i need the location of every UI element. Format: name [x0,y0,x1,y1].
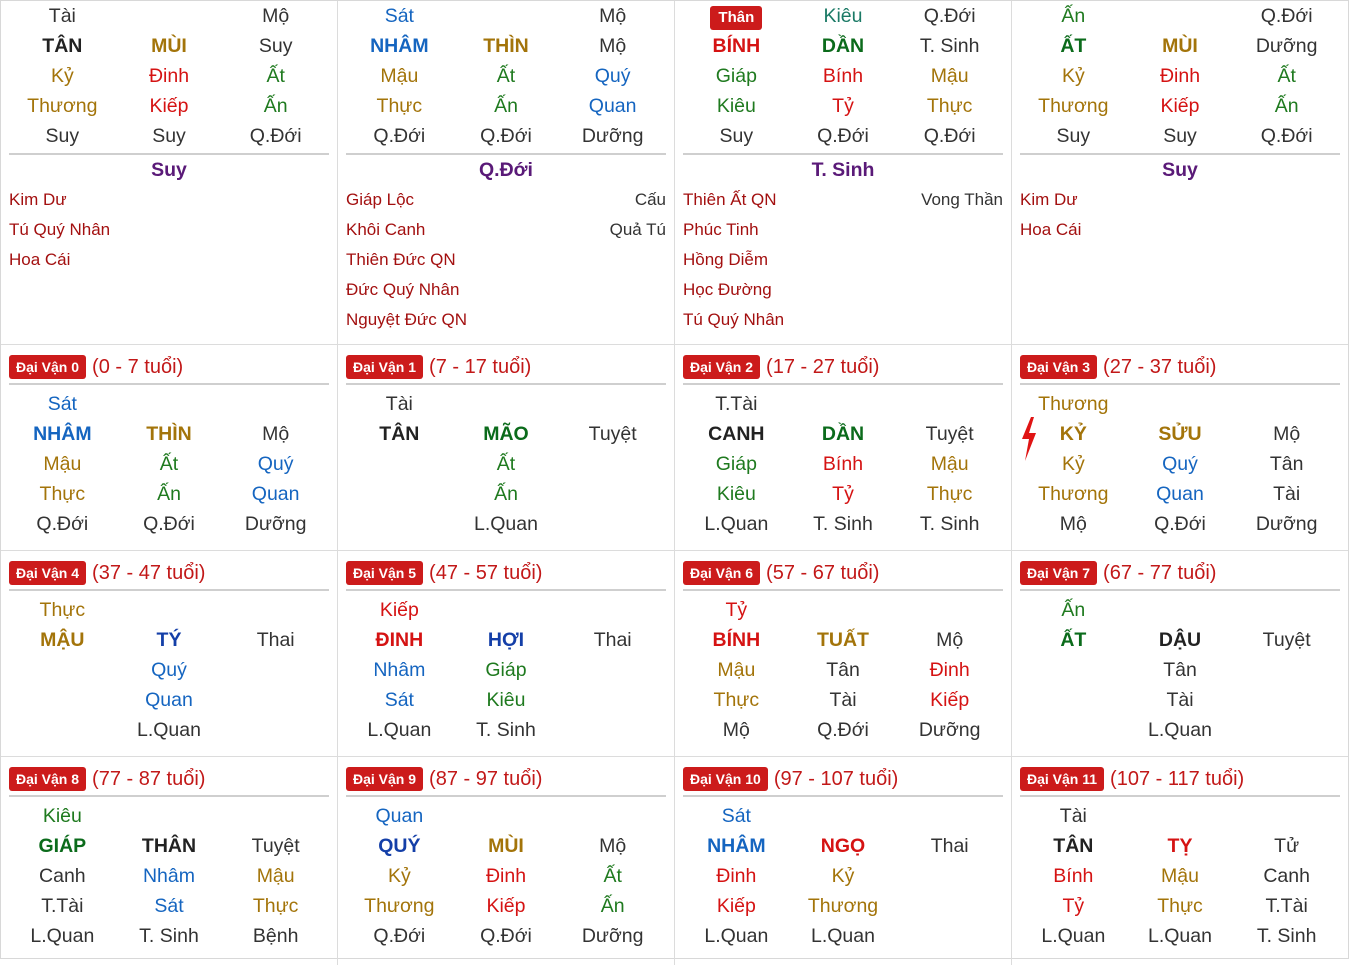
dai-van-badge: Đại Vận 4 [9,561,86,585]
hidden-stem: Quý [151,659,187,681]
hidden-god: Tỷ [1062,895,1085,917]
dai-van-badge: Đại Vận 3 [1020,355,1097,379]
hidden-stem: Quý [1162,453,1198,475]
than-badge: Thân [710,6,762,30]
hidden-god: Ấn [494,95,518,117]
hidden-god: Kiếp [149,95,189,117]
dai-van-badge: Đại Vận 7 [1020,561,1097,585]
pillar-phase: Tuyệt [588,423,637,445]
hidden-god: Thực [252,895,299,917]
dai-van-2 [675,345,1012,550]
hidden-god: Tỷ [832,483,854,505]
hidden-phase: L.Quan [30,925,95,947]
hidden-stem: Quý [257,453,294,475]
hidden-stem: Ất [496,65,516,87]
hidden-phase: Bệnh [252,925,299,947]
pillar-god: Ấn [1061,599,1086,621]
star-item: Kim Dư [9,190,67,209]
star-list [9,185,329,275]
earthly-branch: NGỌ [820,835,866,857]
hidden-phase: L.Quan [1041,925,1106,947]
star-item: Học Đường [683,280,772,299]
pillar-god: Kiêu [42,805,82,827]
pillar-phase: Mộ [936,629,964,651]
hidden-god: Kiếp [1160,95,1200,117]
lightning-bolt-icon [1020,417,1038,461]
hidden-stem: Đinh [929,659,970,681]
pillar-phase: Thai [256,629,295,651]
hidden-phase: Suy [45,125,80,147]
hidden-phase: L.Quan [704,513,769,535]
hidden-stem: Kỷ [50,65,74,87]
pillar-life-stage: Suy [151,159,187,181]
star-item-right: Quả Tú [609,220,666,239]
star-item: Kim Dư [1020,190,1078,209]
earthly-branch: DẦN [821,423,865,445]
heavenly-stem: CANH [708,423,765,445]
hidden-phase: T. Sinh [1256,925,1317,947]
star-item: Giáp Lộc [346,190,415,209]
earthly-branch: THÌN [483,35,529,57]
pillar-phase: Thai [930,835,969,857]
dai-van-badge: Đại Vận 6 [683,561,760,585]
age-range: (47 - 57 tuổi) [429,561,543,584]
dai-van-10 [675,757,1012,965]
dai-van-5 [338,551,675,756]
natal-pillars [1,1,1348,345]
hidden-god: Kiêu [716,483,756,505]
hidden-stem: Tân [1269,453,1304,475]
hidden-stem: Mậu [930,65,969,87]
hidden-stem: Ất [1277,65,1296,87]
age-range: (67 - 77 tuổi) [1103,561,1217,584]
hidden-god: Quan [588,95,637,117]
heavenly-stem: QUÝ [378,835,421,857]
heavenly-stem: BÍNH [712,35,761,57]
dai-van-8 [1,757,338,965]
pillar-god: Sát [384,5,414,27]
hidden-phase: L.Quan [811,925,875,947]
pillar-phase-top: Q.Đới [923,5,976,27]
pillar-phase: Mộ [262,423,290,445]
hidden-god: Tài [829,689,857,711]
heavenly-stem: NHÂM [370,35,429,57]
pillar-god: Tài [1059,805,1087,827]
star-item: Hoa Cái [9,250,71,269]
earthly-branch: HỢI [487,629,525,651]
pillar-god: Thực [39,599,86,621]
pillar-god: Sát [721,805,751,827]
age-range: (77 - 87 tuổi) [92,767,206,790]
hidden-god: Thực [926,483,973,505]
dai-van-9 [338,757,675,965]
earthly-branch: TỴ [1167,835,1193,857]
earthly-branch: TÝ [156,629,182,651]
hidden-god: Sát [154,895,184,917]
hidden-phase: Dưỡng [581,925,644,947]
hidden-god: Sát [384,689,414,711]
age-range: (107 - 117 tuổi) [1110,767,1245,790]
hidden-stem: Ất [266,65,285,87]
pillar-god: Tỷ [725,599,748,621]
age-range: (27 - 37 tuổi) [1103,355,1217,378]
earthly-branch: DẬU [1158,629,1202,651]
dai-van-badge: Đại Vận 2 [683,355,760,379]
hidden-stem: Kỷ [387,865,411,887]
hidden-phase: Suy [152,125,186,147]
pillar-empty [453,1,560,31]
hidden-god: Kiếp [716,895,756,917]
hidden-phase: Dưỡng [244,513,307,535]
hidden-phase: Q.Đới [817,719,869,741]
pillar-life-stage: Suy [1162,159,1198,181]
hidden-phase: T. Sinh [919,513,980,535]
pillar-phase-top: Mộ [262,5,290,27]
hidden-god: Ấn [494,483,518,505]
star-item: Hoa Cái [1020,220,1082,239]
dai-van-11 [1012,757,1348,965]
hidden-god: Kiếp [486,895,526,917]
hidden-phase: Mộ [1059,513,1087,535]
hidden-god: Thực [376,95,423,117]
natal-pillar-0 [1,1,338,344]
pillar-phase: Thai [593,629,632,651]
hidden-god: Quan [251,483,300,505]
hidden-phase: Mộ [722,719,750,741]
hidden-stem: Bính [822,453,864,475]
hidden-god: Kiếp [930,689,970,711]
than-marker [683,1,790,31]
earthly-branch: THÌN [146,423,192,445]
natal-pillar-3 [1012,1,1348,344]
dai-van-3 [1012,345,1348,550]
hidden-stem: Quý [594,65,631,87]
hidden-god: Thực [39,483,86,505]
earthly-branch: MÙI [151,35,187,57]
pillar-life-stage: Q.Đới [479,159,533,181]
hidden-god: Ấn [600,895,625,917]
hidden-stem: Canh [1263,865,1310,887]
hidden-phase: T. Sinh [139,925,199,947]
pillar-phase: Mộ [599,835,627,857]
pillar-phase: T. Sinh [919,35,980,57]
hidden-stem: Giáp [485,659,527,681]
hidden-god: Ấn [263,95,288,117]
hidden-god: Thương [1038,95,1109,117]
natal-pillar-2 [675,1,1012,344]
heavenly-stem: BÍNH [712,629,761,651]
pillar-empty [116,1,223,31]
hidden-god: Ấn [157,483,181,505]
hidden-god: Thương [807,895,879,917]
heavenly-stem: ĐINH [375,629,424,651]
hidden-phase: Q.Đới [373,125,426,147]
earthly-branch: TUẤT [816,629,869,651]
hidden-phase: Dưỡng [918,719,981,741]
pillar-god: Sát [47,393,77,415]
pillar-god: Quan [375,805,424,827]
earthly-branch: MÙI [1162,35,1198,57]
hidden-phase: Dưỡng [581,125,644,147]
hidden-stem: Tân [826,659,860,681]
hidden-god: T.Tài [1265,895,1308,917]
pillar-phase: Tuyệt [1262,629,1311,651]
pillar-life-stage: T. Sinh [811,159,875,181]
star-list [346,185,666,335]
hidden-god: Kiêu [716,95,756,117]
earthly-branch: SỬU [1158,423,1202,445]
heavenly-stem: TÂN [379,423,420,445]
dai-van-badge: Đại Vận 11 [1020,767,1104,791]
hidden-god: Thực [926,95,973,117]
hidden-god: Quan [145,689,193,711]
hidden-god: Thương [364,895,435,917]
hidden-stem: Đinh [1159,65,1201,87]
pillar-god: Ấn [1061,5,1086,27]
hidden-phase: T. Sinh [476,719,536,741]
star-item-right: Vong Thần [921,190,1003,209]
hidden-god: Thương [1038,483,1109,505]
age-range: (7 - 17 tuổi) [429,355,532,378]
star-item: Nguyệt Đức QN [346,310,467,329]
dai-van-badge: Đại Vận 8 [9,767,86,791]
hidden-god: Tài [1273,483,1301,505]
pillar-god: Kiêu [823,5,863,27]
star-item: Phúc Tinh [683,220,759,239]
star-item: Khôi Canh [346,220,426,239]
dai-van-0 [1,345,338,550]
pillar-phase: Suy [258,35,293,57]
dai-van-badge: Đại Vận 10 [683,767,768,791]
dai-van-badge: Đại Vận 0 [9,355,86,379]
hidden-phase: Dưỡng [1255,513,1318,535]
star-list [683,185,1003,335]
heavenly-stem: GIÁP [38,835,87,857]
hidden-stem: Nhâm [142,865,195,887]
pillar-phase: Tuyệt [251,835,300,857]
pillar-phase: Mộ [599,35,627,57]
dai-van-6 [675,551,1012,756]
pillar-god: Thương [1038,393,1109,415]
hidden-phase: T. Sinh [813,513,873,535]
pillar-phase: Tử [1274,835,1300,857]
heavenly-stem: ẤT [1060,629,1087,651]
hidden-god: Quan [1156,483,1204,505]
star-item: Thiên Đức QN [346,250,456,269]
hidden-stem: Đinh [716,865,757,887]
dai-van-4 [1,551,338,756]
hidden-god: Kiêu [486,689,526,711]
hidden-stem: Giáp [715,453,757,475]
star-item: Hồng Diễm [683,250,769,269]
age-range: (37 - 47 tuổi) [92,561,206,584]
hidden-stem: Mậu [717,659,756,681]
heavenly-stem: TÂN [1053,835,1094,857]
heavenly-stem: MẬU [40,629,85,651]
hidden-stem: Giáp [715,65,757,87]
pillar-god: T.Tài [715,393,758,415]
hidden-stem: Ất [159,453,179,475]
hidden-phase: Q.Đới [480,125,532,147]
heavenly-stem: TÂN [42,35,83,57]
dai-van-badge: Đại Vận 1 [346,355,423,379]
hidden-phase: L.Quan [1148,719,1212,741]
age-range: (87 - 97 tuổi) [429,767,543,790]
hidden-stem: Canh [39,865,86,887]
hidden-stem: Mậu [256,865,295,887]
star-item: Thiên Ất QN [683,190,777,209]
hidden-phase: L.Quan [474,513,538,535]
hidden-god: Tỷ [832,95,854,117]
hidden-stem: Mậu [43,453,82,475]
hidden-phase: Suy [1056,125,1091,147]
hidden-stem: Ất [603,865,622,887]
dai-van-row-2 [1,551,1348,757]
earthly-branch: MÃO [483,423,529,445]
dai-van-badge: Đại Vận 5 [346,561,423,585]
dai-van-1 [338,345,675,550]
hidden-phase: L.Quan [1148,925,1212,947]
star-item: Đức Quý Nhân [346,280,460,299]
earthly-branch: THÂN [141,835,197,857]
hidden-stem: Mậu [930,453,969,475]
earthly-branch: DẦN [821,35,865,57]
hidden-god: Thương [27,95,98,117]
hidden-stem: Mậu [380,65,419,87]
pillar-phase: Mộ [1273,423,1301,445]
heavenly-stem: NHÂM [33,423,92,445]
hidden-stem: Bính [1053,865,1094,887]
dai-van-row-3 [1,757,1348,965]
hidden-stem: Kỷ [1061,453,1085,475]
pillar-god: Kiếp [379,599,419,621]
heavenly-stem: NHÂM [707,835,766,857]
hidden-phase: Q.Đới [1154,513,1206,535]
pillar-god: Tài [385,393,413,415]
hidden-god: Thực [1157,895,1203,917]
hidden-god: Tài [1166,689,1194,711]
dai-van-row-1 [1,345,1348,551]
pillar-empty [1127,1,1234,31]
earthly-branch: MÙI [488,835,524,857]
hidden-phase: Suy [719,125,754,147]
heavenly-stem: ẤT [1060,35,1087,57]
heavenly-stem: KỶ [1059,423,1087,445]
star-item: Tú Quý Nhân [9,220,111,239]
hidden-phase: Q.Đới [36,513,89,535]
age-range: (17 - 27 tuổi) [766,355,880,378]
hidden-stem: Kỷ [1061,65,1085,87]
hidden-phase: Q.Đới [249,125,302,147]
hidden-stem: Nhâm [373,659,426,681]
hidden-stem: Bính [822,65,864,87]
hidden-phase: Q.Đới [923,125,976,147]
hidden-god: Thực [713,689,760,711]
hidden-stem: Kỷ [831,865,855,887]
pillar-phase-top: Q.Đới [1260,5,1313,27]
hidden-god: Ấn [1274,95,1299,117]
hidden-stem: Đinh [148,65,190,87]
hidden-god: T.Tài [41,895,84,917]
hidden-phase: L.Quan [137,719,201,741]
hidden-phase: L.Quan [704,925,769,947]
star-item-right: Cấu [634,190,666,209]
dai-van-7 [1012,551,1348,756]
star-list [1020,185,1340,245]
age-range: (97 - 107 tuổi) [773,767,899,790]
natal-pillar-1 [338,1,675,344]
hidden-phase: Q.Đới [1260,125,1313,147]
hidden-phase: Suy [1163,125,1197,147]
hidden-stem: Tân [1163,659,1197,681]
pillar-god: Tài [48,5,76,27]
hidden-stem: Đinh [485,865,527,887]
age-range: (57 - 67 tuổi) [766,561,880,584]
hidden-phase: Q.Đới [143,513,195,535]
hidden-stem: Ất [496,453,516,475]
dai-van-badge: Đại Vận 9 [346,767,423,791]
pillar-phase: Tuyệt [925,423,974,445]
age-range: (0 - 7 tuổi) [92,355,184,378]
hidden-phase: Q.Đới [480,925,532,947]
hidden-stem: Mậu [1161,865,1199,887]
hidden-phase: Q.Đới [373,925,426,947]
hidden-phase: L.Quan [367,719,432,741]
hidden-phase: Q.Đới [817,125,869,147]
pillar-phase-top: Mộ [599,5,627,27]
star-item: Tú Quý Nhân [683,310,785,329]
pillar-phase: Dưỡng [1255,35,1318,57]
